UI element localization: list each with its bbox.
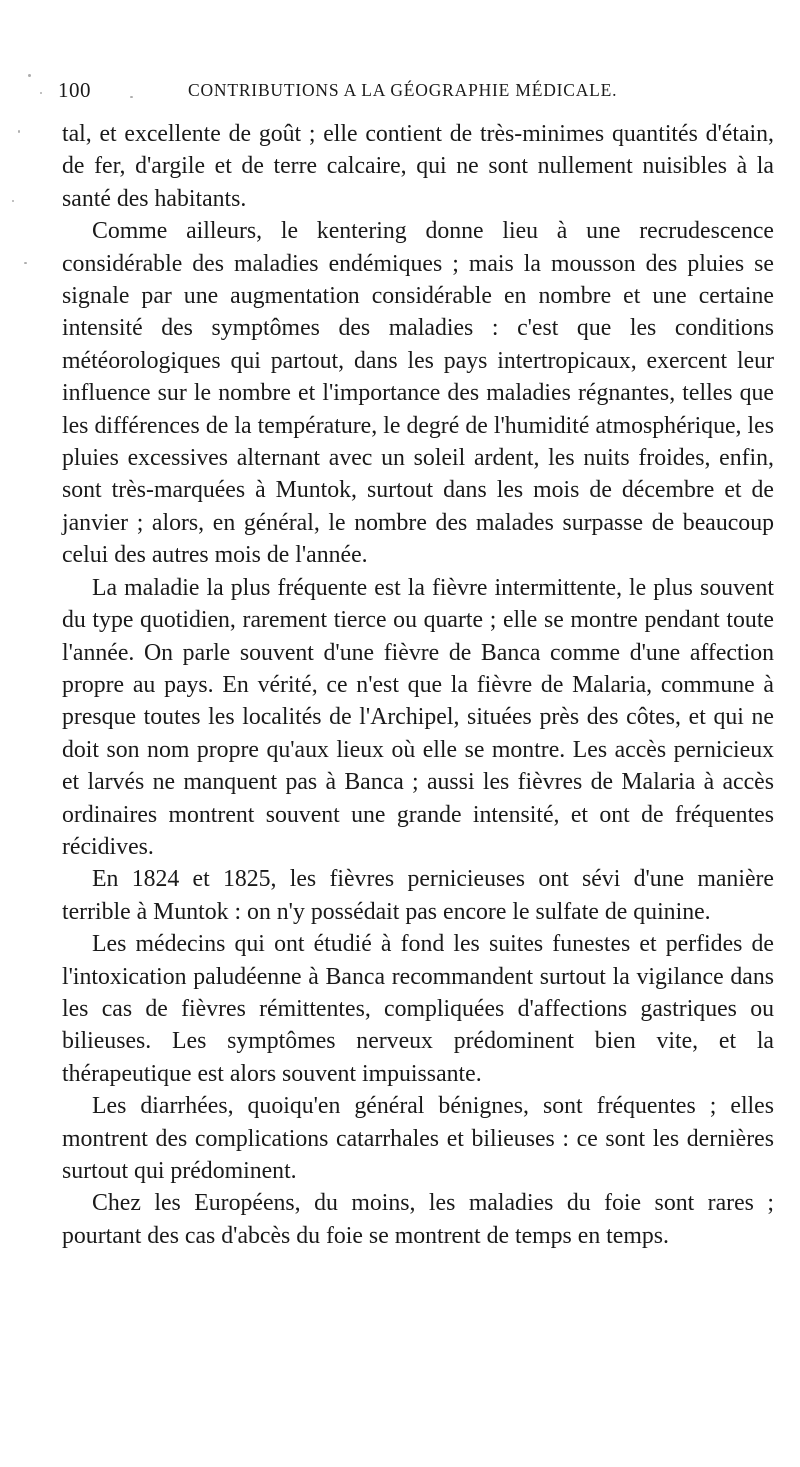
- scan-speck: [18, 130, 20, 133]
- body-text: [62, 118, 774, 1252]
- paragraph: tal, et excellente de goût ; elle contient de très-minimes quantités d'étain, de fer, d'argile et de terre calcaire, qui ne sont nullement nuisibles à la santé des habitants.: [62, 121, 774, 212]
- paragraph: En 1824 et 1825, les fièvres pernicieuses ont sévi d'une manière terrible à Muntok : on n'y possédait pas encore le sulfate de quinine.: [62, 866, 774, 925]
- paragraph: Les médecins qui ont étudié à fond les suites funestes et perfides de l'intoxication paludéenne à Banca recommandent surtout la vigilance dans les cas de fièvres rémittentes, compliquées d'affections gastriques ou bilieuses. Les symptômes nerveux prédominent bien vite, et la thérapeutique est alors souvent impuissante.: [62, 931, 774, 1087]
- running-title: CONTRIBUTIONS A LA GÉOGRAPHIE MÉDICALE.: [188, 80, 618, 100]
- paragraph: La maladie la plus fréquente est la fièvre intermittente, le plus souvent du type quotidien, rarement tierce ou quarte ; elle se montre pendant toute l'année. On parle souvent d'une fièvre de Banca comme d'une affection propre au pays. En vérité, ce n'est que la fièvre de Malaria, commune à presque toutes les localités de l'Archipel, situées près des côtes, et qui ne doit son nom propre qu'aux lieux où elle se montre. Les accès pernicieux et larvés ne manquent pas à Banca ; aussi les fièvres de Malaria à accès ordinaires montrent souvent une grande intensité, et ont de fréquentes récidives.: [62, 574, 774, 860]
- paragraph: Les diarrhées, quoiqu'en général bénignes, sont fréquentes ; elles montrent des complications catarrhales et bilieuses : ce sont les dernières surtout qui prédominent.: [62, 1093, 774, 1184]
- scan-speck: [28, 74, 31, 77]
- running-header: [58, 78, 698, 108]
- scan-speck: [24, 262, 27, 264]
- paragraph: Chez les Européens, du moins, les maladies du foie sont rares ; pourtant des cas d'abcès du foie se montrent de temps en temps.: [62, 1190, 774, 1249]
- scan-speck: [40, 92, 42, 94]
- scan-speck: [12, 200, 14, 202]
- page-number: 100: [58, 78, 91, 102]
- paragraph: Comme ailleurs, le kentering donne lieu à une recrudescence considérable des maladies endémiques ; mais la mousson des pluies se signale par une augmentation considérable en nombre et une certaine intensité des symptômes des maladies : c'est que les conditions météorologiques qui partout, dans les pays intertropicaux, exercent leur influence sur le nombre et l'importance des maladies régnantes, telles que les différences de la température, le degré de l'humidité atmosphérique, les pluies excessives alternant avec un soleil ardent, les nuits froides, enfin, sont très-marquées à Muntok, surtout dans les mois de décembre et de janvier ; alors, en général, le nombre des malades surpasse de beaucoup celui des autres mois de l'année.: [62, 218, 774, 569]
